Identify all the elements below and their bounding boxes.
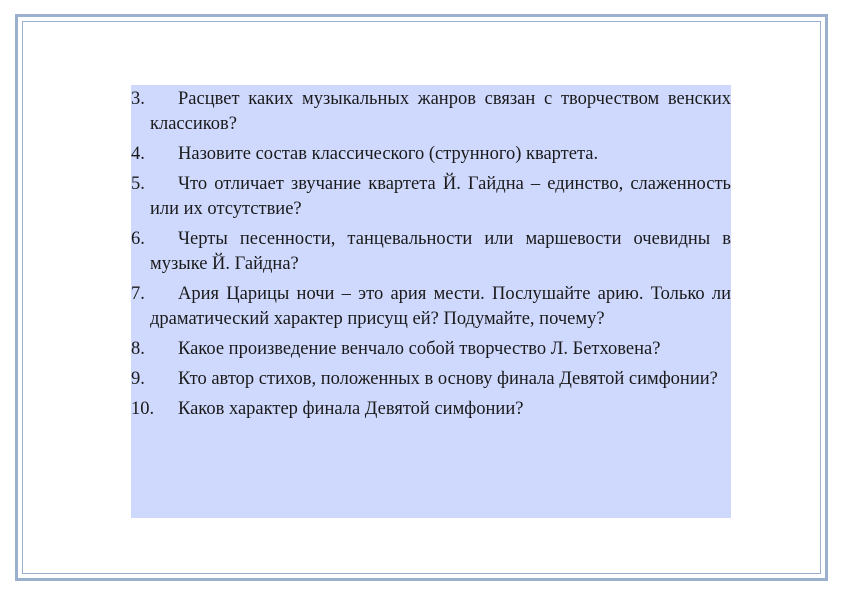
question-text: Ария Царицы ночи – это ария мести. Послушайте арию. Только ли драматический характер присущ ей? Подумайте, почему? (150, 284, 731, 329)
question-text: Кто автор стихов, положенных в основу финала Девятой симфонии? (178, 369, 718, 389)
question-number: 10. (131, 399, 155, 419)
list-item (131, 337, 731, 362)
question-text: Какое произведение венчало собой творчество Л. Бетховена? (178, 339, 661, 359)
list-item (131, 227, 731, 277)
list-item (131, 172, 731, 222)
question-number: 4. (131, 144, 145, 164)
question-text: Расцвет каких музыкальных жанров связан с творчеством венских классиков? (150, 89, 731, 134)
question-number: 8. (131, 339, 145, 359)
question-number: 3. (131, 89, 145, 109)
question-number: 9. (131, 369, 145, 389)
question-list (131, 85, 731, 518)
list-item (131, 142, 731, 167)
list-item (131, 282, 731, 332)
list-item (131, 87, 731, 137)
question-text: Назовите состав классического (струнного) квартета. (178, 144, 599, 164)
list-item (131, 397, 731, 422)
question-text: Что отличает звучание квартета Й. Гайдна – единство, слаженность или их отсутствие? (150, 174, 731, 219)
list-item (131, 367, 731, 392)
question-number: 6. (131, 229, 145, 249)
question-text: Черты песенности, танцевальности или маршевости очевидны в музыке Й. Гайдна? (150, 229, 731, 274)
question-number: 5. (131, 174, 145, 194)
question-text: Каков характер финала Девятой симфонии? (178, 399, 524, 419)
question-number: 7. (131, 284, 145, 304)
